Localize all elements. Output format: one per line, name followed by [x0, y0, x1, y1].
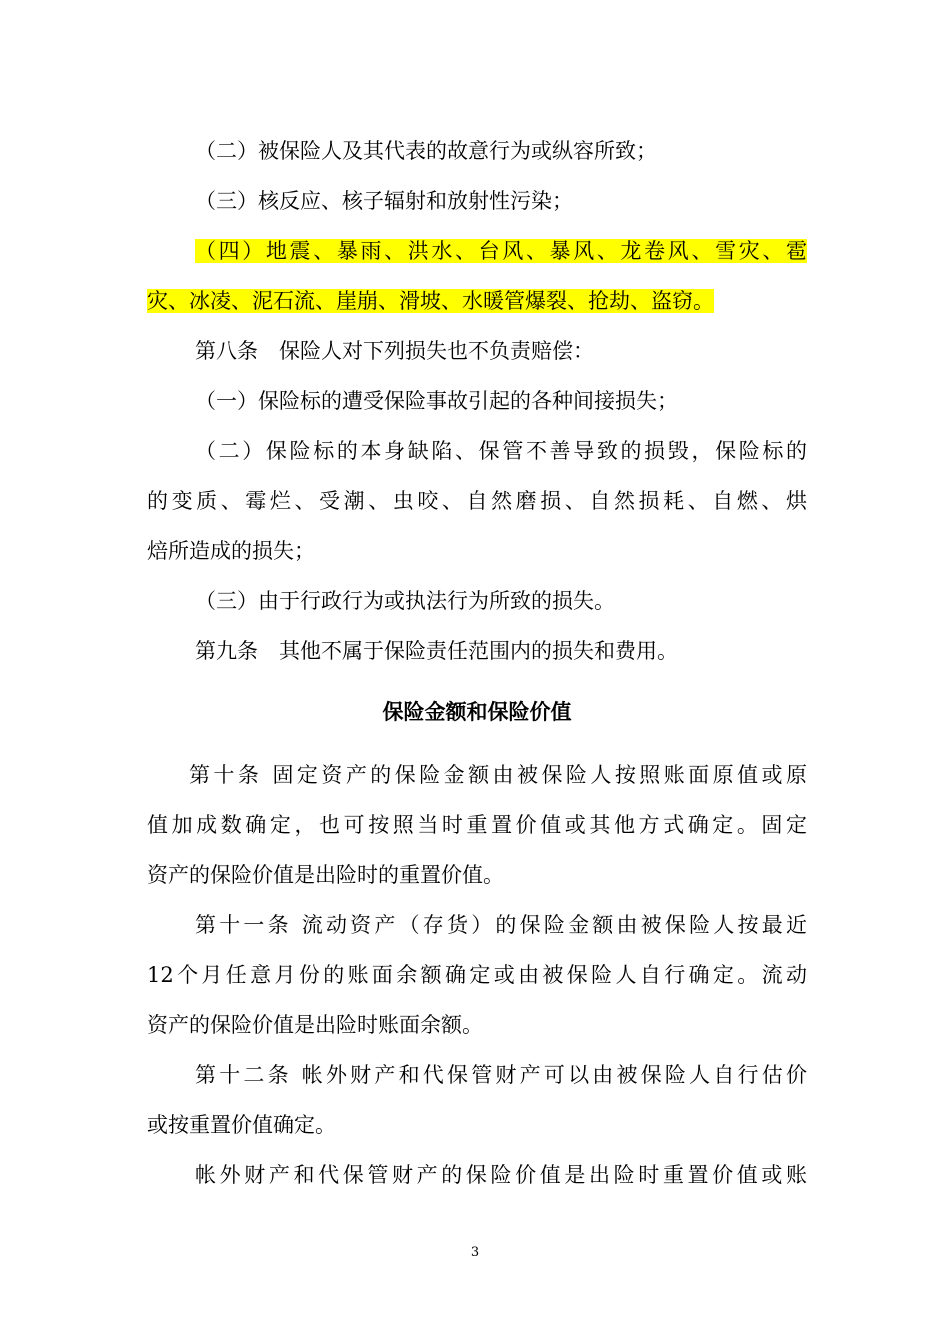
article-8-title: 第八条 保险人对下列损失也不负责赔偿： — [195, 339, 594, 363]
exclusion-item-2: （二）被保险人及其代表的故意行为或纵容所致； — [195, 139, 657, 163]
exclusion-item-3: （三）核反应、核子辐射和放射性污染； — [195, 189, 573, 213]
article-11-line-2: 12个月任意月份的账面余额确定或由被保险人自行确定。流动 — [147, 963, 807, 987]
article-11-line-1: 第十一条 流动资产（存货）的保险金额由被保险人按最近 — [195, 913, 807, 937]
article-12-line-1: 第十二条 帐外财产和代保管财产可以由被保险人自行估价 — [195, 1063, 807, 1087]
exclusion-item-4-line-2 — [147, 286, 807, 316]
article-9: 第九条 其他不属于保险责任范围内的损失和费用。 — [195, 639, 678, 663]
section-heading: 保险金额和保险价值 — [382, 700, 572, 724]
offbook-property-paragraph: 帐外财产和代保管财产的保险价值是出险时重置价值或账 — [195, 1163, 807, 1187]
page-number: 3 — [470, 1245, 480, 1260]
article-8-item-1: （一）保险标的遭受保险事故引起的各种间接损失； — [195, 389, 678, 413]
article-11-line-3: 资产的保险价值是出险时账面余额。 — [147, 1013, 483, 1037]
article-12-line-2: 或按重置价值确定。 — [147, 1113, 336, 1137]
article-8-item-2-line-3: 焙所造成的损失； — [147, 539, 315, 563]
article-8-item-2-line-1: （二）保险标的本身缺陷、保管不善导致的损毁，保险标的 — [195, 439, 807, 463]
article-8-item-2-line-2: 的变质、霉烂、受潮、虫咬、自然磨损、自然损耗、自燃、烘 — [147, 489, 807, 513]
highlighted-text: （四）地震、暴雨、洪水、台风、暴风、龙卷风、雪灾、雹 — [195, 239, 807, 263]
article-10-line-1: 第十条 固定资产的保险金额由被保险人按照账面原值或原 — [189, 763, 807, 787]
highlighted-text: 灾、冰凌、泥石流、崖崩、滑坡、水暖管爆裂、抢劫、盗窃。 — [147, 289, 714, 313]
exclusion-item-4-line-1 — [147, 236, 807, 266]
article-10-line-3: 资产的保险价值是出险时的重置价值。 — [147, 863, 504, 887]
article-10-line-2: 值加成数确定，也可按照当时重置价值或其他方式确定。固定 — [147, 813, 807, 837]
article-8-item-3: （三）由于行政行为或执法行为所致的损失。 — [195, 589, 615, 613]
